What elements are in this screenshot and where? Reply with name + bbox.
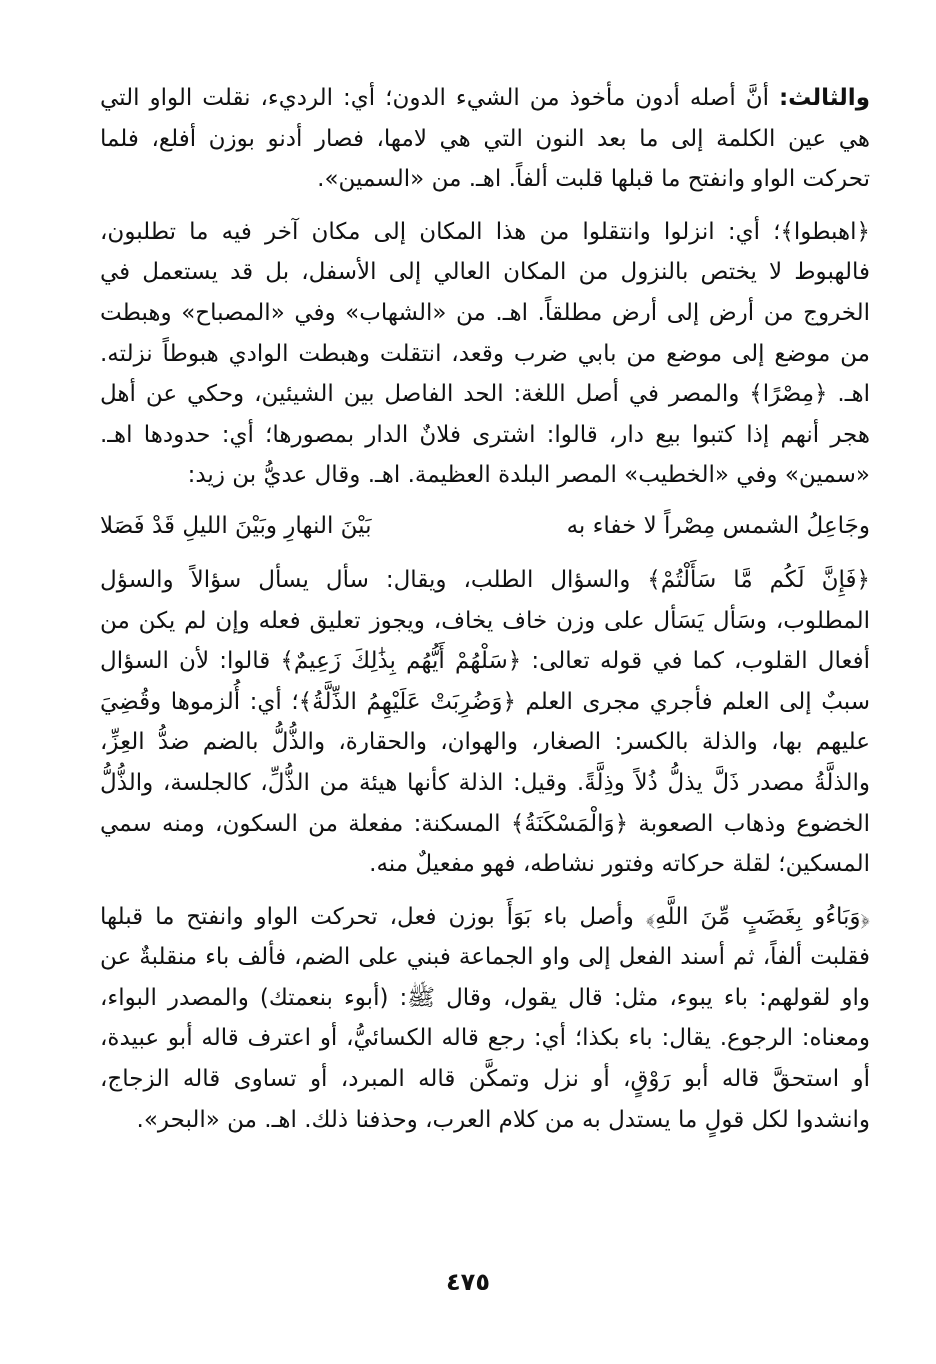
paragraph-lead: والثالث: — [778, 85, 870, 111]
paragraph-text: ﴿فَإِنَّ لَكُم مَّا سَأَلْتُمْ﴾ والسؤال الطلب، ويقال: سأل يسأل سؤالاً والسؤل المطلوب، وسَأل يَسَأل على وزن خاف يخاف، ويجوز تعليق فعله وإن لم يكن من أفعال القلوب، كما في قوله تعالى: ﴿سَلْهُمْ أَيُّهُم بِذَٰلِكَ زَعِيمٌ﴾ قالوا: لأن السؤال سببٌ إلى العلم فأجري مجرى العلم ﴿وَضُرِبَتْ عَلَيْهِمُ الذِّلَّةُ﴾؛ أي: أُلزموها وقُضِيَ عليهم بها، والذلة بالكسر: الصغار، والهوان، والحقارة، والذُّلُّ بالضم ضدُّ العِزِّ، والذلَّةُ مصدر ذَلَّ يذلُّ ذُلاً وذِلَّةً. وقيل: الذلة كأنها هيئة من الذُّلِّ، كالجلسة، والذُّلُّ الخضوع وذهاب الصعوبة ﴿وَالْمَسْكَنَةُ﴾ المسكنة: مفعلة من السكون، ومنه سمي المسكين؛ لقلة حركاته وفتور نشاطه، فهو مفعيلٌ منه. — [100, 566, 870, 878]
paragraph-text: أنَّ أصله أدون مأخوذ من الشيء الدون؛ أي: الرديء، نقلت الواو التي هي عين الكلمة إلى ما بعد النون التي هي لامها، فصار أدنو بوزن أفلع، فلما تحركت الواو وانفتح ما قبلها قلبت ألفاً. اهـ. من «السمين». — [100, 85, 870, 193]
verse-second-hemistich: بَيْنَ النهارِ وبَيْنَ الليلِ قَدْ فَصَلا — [100, 512, 372, 539]
paragraph-2 — [100, 212, 870, 496]
paragraph-text: ﴿اهبطوا﴾؛ أي: انزلوا وانتقلوا من هذا المكان إلى مكان آخر فيه ما تطلبون، فالهبوط لا يختص بالنزول من المكان العالي إلى الأسفل، بل قد يستعمل في الخروج من أرض إلى أرض مطلقاً. اهـ. من «الشهاب» وفي «المصباح» وهبطت من موضع إلى موضع من بابي ضرب وقعد، انتقلت وهبطت الوادي هبوطاً نزلته. اهـ. ﴿مِصْرًا﴾ والمصر في أصل اللغة: الحد الفاصل بين الشيئين، وحكي عن أهل هجر أنهم إذا كتبوا بيع دار، قالوا: اشترى فلانٌ الدار بمصورها؛ أي: حدودها اهـ. «سمين» وفي «الخطيب» المصر البلدة العظيمة. اهـ. وقال عديُّ بن زيد: — [100, 218, 870, 489]
verse-first-hemistich: وجَاعِلُ الشمس مِصْراً لا خفاء به — [566, 512, 870, 539]
paragraph-text: ﴿وَبَاءُو بِغَضَبٍ مِّنَ اللَّهِ﴾ وأصل باء بَوَأَ بوزن فعل، تحركت الواو وانفتح ما قبلها فقلبت ألفاً، ثم أسند الفعل إلى واو الجماعة فبني على الضم، فألف باء منقلبةٌ عن واو لقولهم: باء يبوء، مثل: قال يقول، وقال ﷺ: (أبوء بنعمتك) والمصدر البواء، ومعناه: الرجوع. يقال: باء بكذا؛ أي: رجع قاله الكسائيُّ، أو اعترف قاله أبو عبيدة، أو استحقَّ قاله أبو رَوْقٍ، أو نزل وتمكَّن قاله المبرد، أو تساوى قاله الزجاج، وانشدوا لكل قولٍ ما يستدل به من كلام العرب، وحذفنا ذلك. اهـ. من «البحر». — [100, 903, 870, 1133]
page-body — [100, 78, 870, 1152]
paragraph-1 — [100, 78, 870, 200]
poetry-verse — [100, 506, 870, 546]
page-number: ٤٧٥ — [446, 1268, 490, 1296]
paragraph-4 — [100, 897, 870, 1141]
paragraph-3 — [100, 560, 870, 885]
